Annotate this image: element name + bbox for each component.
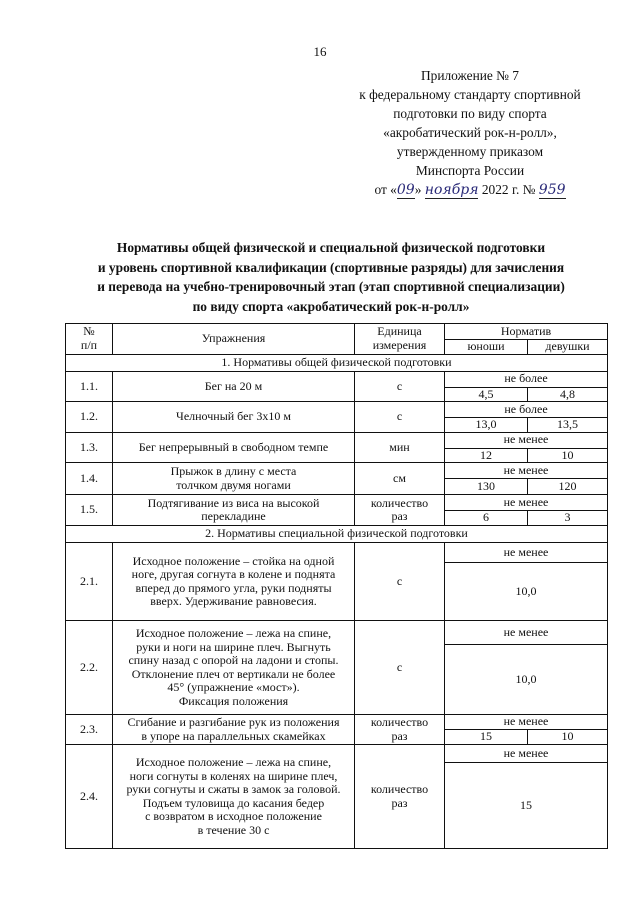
exercise-name: Прыжок в длину с места толчком двумя ногами [113, 463, 355, 495]
girls-value: 10 [528, 730, 608, 745]
boys-value: 15 [445, 730, 528, 745]
table-row [66, 402, 608, 418]
date-year: 2022 г. № [481, 182, 536, 197]
header-girls: девушки [528, 340, 608, 355]
unit-cell: см [355, 463, 445, 495]
appendix-header [330, 66, 610, 200]
boys-value: 6 [445, 511, 528, 526]
header-boys: юноши [445, 340, 528, 355]
norm-condition: не менее [445, 715, 608, 730]
order-date-line [330, 180, 610, 200]
table-row [66, 371, 608, 387]
title-line: и перевода на учебно-тренировочный этап (этап спортивной специализации) [97, 279, 565, 294]
standards-table [65, 323, 608, 849]
girls-value: 120 [528, 479, 608, 495]
unit-cell: количество раз [355, 495, 445, 526]
table-row [66, 621, 608, 645]
exercise-name: Сгибание и разгибание рук из положения в упоре на параллельных скамейках [113, 715, 355, 745]
unit-cell: с [355, 402, 445, 433]
girls-value: 3 [528, 511, 608, 526]
appendix-line: Минспорта России [415, 163, 525, 178]
title-line: по виду спорта «акробатический рок-н-ролл» [192, 298, 470, 314]
section-heading: 1. Нормативы общей физической подготовки [66, 354, 608, 371]
appendix-line: подготовки по виду спорта [393, 106, 547, 121]
boys-value: 12 [445, 448, 528, 463]
unit-cell: количество раз [355, 715, 445, 745]
row-number: 2.1. [66, 543, 113, 621]
norm-condition: не менее [445, 495, 608, 511]
section-heading: 2. Нормативы специальной физической подготовки [66, 526, 608, 543]
appendix-line: к федеральному стандарту спортивной [359, 87, 581, 102]
date-day-suffix: » [414, 182, 422, 197]
unit-cell: мин [355, 432, 445, 463]
norm-value: 10,0 [445, 563, 608, 621]
header-unit: Единица измерения [355, 324, 445, 355]
norm-condition: не менее [445, 621, 608, 645]
page-number: 16 [313, 44, 327, 59]
handwritten-day: 09 [396, 182, 415, 198]
unit-cell: количество раз [355, 745, 445, 849]
row-number: 2.4. [66, 745, 113, 849]
row-number: 2.2. [66, 621, 113, 715]
boys-value: 4,5 [445, 387, 528, 402]
exercise-name: Челночный бег 3х10 м [113, 402, 355, 433]
unit-cell: с [355, 621, 445, 715]
date-prefix: от « [374, 182, 397, 197]
header-exercise: Упражнения [113, 324, 355, 355]
norm-value: 10,0 [445, 645, 608, 715]
row-number: 1.4. [66, 463, 113, 495]
table-row [66, 495, 608, 511]
exercise-name: Исходное положение – лежа на спине, руки и ноги на ширине плеч. Выгнуть спину назад с опорой на ладони и стопы. Отклонение плеч от вертикали не более 45° (упражнение «мост»). Фиксация положения [113, 621, 355, 715]
appendix-line: утвержденному приказом [396, 144, 544, 159]
boys-value: 13,0 [445, 418, 528, 433]
table-body [66, 324, 608, 849]
table-row [66, 715, 608, 730]
title-line: Нормативы общей физической и специальной физической подготовки [116, 240, 546, 255]
title-line: и уровень спортивной квалификации (спортивные разряды) для зачисления [97, 259, 565, 275]
exercise-name: Исходное положение – лежа на спине, ноги согнуты в коленях на ширине плеч, руки согнуты и сжаты в замок за головой. Подъем туловища до касания бедер с возвратом в исходное положение в течение 30 с [113, 745, 355, 849]
table-row [66, 543, 608, 563]
handwritten-order-number: 959 [538, 182, 566, 198]
norm-condition: не менее [445, 432, 608, 448]
exercise-name: Бег непрерывный в свободном темпе [113, 432, 355, 463]
girls-value: 13,5 [528, 418, 608, 433]
section-heading-row [66, 354, 608, 371]
row-number: 2.3. [66, 715, 113, 745]
norm-condition: не более [445, 371, 608, 387]
row-number: 1.5. [66, 495, 113, 526]
norm-condition: не менее [445, 463, 608, 479]
norm-value: 15 [445, 763, 608, 849]
unit-cell: с [355, 543, 445, 621]
table-row [66, 463, 608, 479]
norm-condition: не более [445, 402, 608, 418]
boys-value: 130 [445, 479, 528, 495]
header-norm: Норматив [445, 324, 608, 340]
girls-value: 4,8 [528, 387, 608, 402]
handwritten-month: ноября [424, 182, 479, 198]
table-header-row [66, 324, 608, 340]
row-number: 1.3. [66, 432, 113, 463]
section-heading-row [66, 526, 608, 543]
norm-condition: не менее [445, 745, 608, 763]
appendix-line: «акробатический рок-н-ролл», [383, 125, 557, 140]
document-title [55, 238, 607, 316]
row-number: 1.1. [66, 371, 113, 402]
unit-cell: с [355, 371, 445, 402]
norm-condition: не менее [445, 543, 608, 563]
table-row [66, 432, 608, 448]
girls-value: 10 [528, 448, 608, 463]
exercise-name: Подтягивание из виса на высокой перекладине [113, 495, 355, 526]
exercise-name: Исходное положение – стойка на одной ноге, другая согнута в колене и поднята вперед до прямого угла, руки подняты вверх. Удерживание равновесия. [113, 543, 355, 621]
header-number: № п/п [66, 324, 113, 355]
row-number: 1.2. [66, 402, 113, 433]
exercise-name: Бег на 20 м [113, 371, 355, 402]
appendix-line: Приложение № 7 [420, 68, 520, 83]
table-row [66, 745, 608, 763]
